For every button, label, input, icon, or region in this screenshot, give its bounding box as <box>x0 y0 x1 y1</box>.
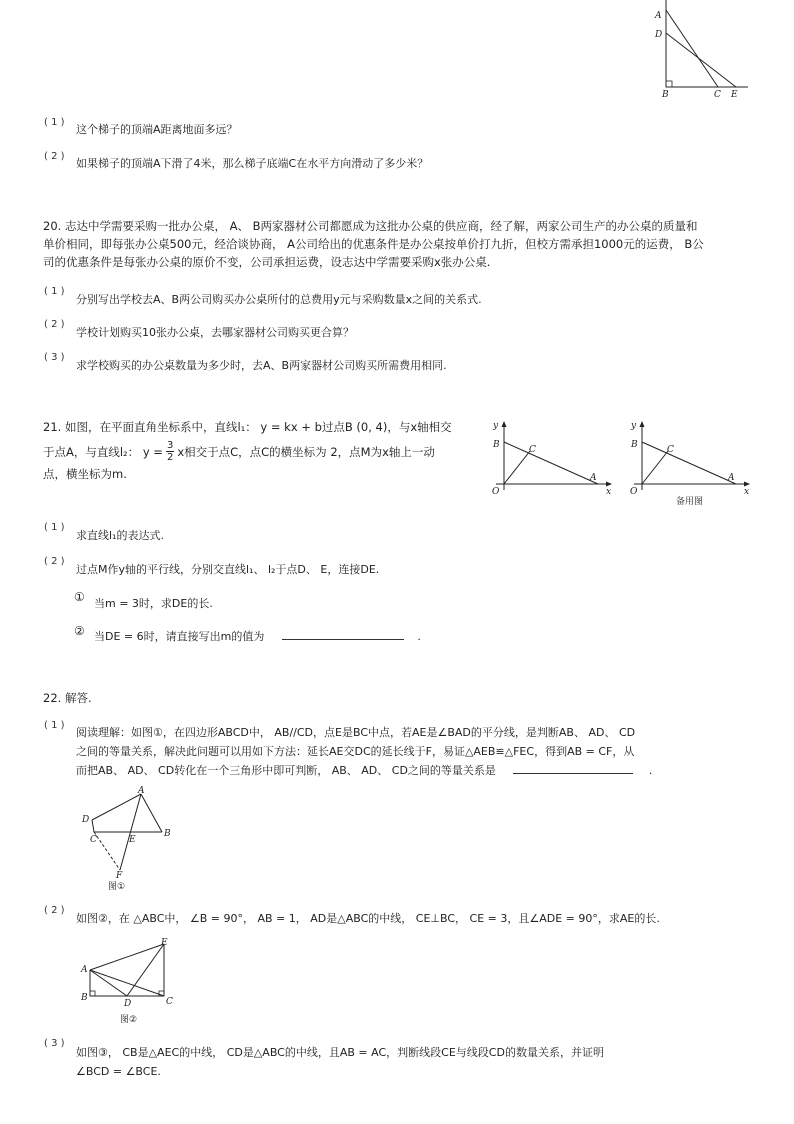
q22-fig2-label-d: D <box>124 999 132 1009</box>
q20-part3-text: 求学校购买的办公桌数量为多少时，去A、B两家器材公司购买所需费用相同. <box>76 359 447 372</box>
ladder-label-d: D <box>655 30 663 40</box>
q22-fig1-label-e: E <box>129 835 136 845</box>
q21-part2-text: 过点M作y轴的平行线，分别交直线l₁、 l₂于点D、 E，连接DE. <box>76 563 380 576</box>
q21-fig2-caption: 备用图 <box>676 497 704 507</box>
q22-fig2-label-e: E <box>161 938 168 948</box>
ladder-label-b: B <box>662 90 669 100</box>
q22-fig1-label-d: D <box>82 815 90 825</box>
q22-part1-line-3-end: . <box>648 764 653 777</box>
q20-part3-index: ( 3 ) <box>44 352 65 363</box>
q21-fig2-label-x: x <box>744 487 750 497</box>
q21-line-1: 21. 如图，在平面直角坐标系中，直线l₁： y = kx + b过点B (0, 4)，与x轴相交 <box>43 420 452 434</box>
q21-statement <box>43 418 452 483</box>
q22-part1-index: ( 1 ) <box>44 720 65 731</box>
q21-fig2-label-a: A <box>728 473 735 483</box>
q22-title: 22. 解答. <box>43 691 92 705</box>
q21-fig1-label-o: O <box>492 487 500 497</box>
q21-sub2-end: . <box>417 630 421 643</box>
q22-answer-blank[interactable] <box>513 772 633 774</box>
q21-fig1-label-a: A <box>590 473 597 483</box>
q21-fig2-label-b: B <box>631 440 638 450</box>
q21-fig1-label-b: B <box>493 440 500 450</box>
q21-fig1-label-x: x <box>606 487 612 497</box>
q21-sub2-line <box>94 628 421 644</box>
q21-line-2 <box>43 440 452 463</box>
q22-part1-line-3-text: 而把AB、 AD、 CD转化在一个三角形中即可判断， AB、 AD、 CD之间的等量关系是 <box>76 764 496 777</box>
q20-line-1: 20. 志达中学需要采购一批办公桌， A、 B两家器材公司都愿成为这批办公桌的供应商，经了解，两家公司生产的办公桌的质量和 <box>43 219 698 233</box>
q22-fig2-label-c: C <box>166 997 173 1007</box>
q22-part1-line-2: 之间的等量关系，解决此问题可以用如下方法：延长AE交DC的延长线于F，易证△AEB≌△FEC，得到AB = CF，从 <box>76 745 635 758</box>
q22-fig1-caption: 图① <box>108 882 126 892</box>
q21-figure-backup <box>624 418 758 510</box>
q20-part2-index: ( 2 ) <box>44 319 65 330</box>
q19-part1-text: 这个梯子的顶端A距离地面多远？ <box>76 123 238 136</box>
q21-fraction <box>166 440 174 463</box>
q22-fig1-label-c: C <box>90 835 97 845</box>
q22-part2-index: ( 2 ) <box>44 905 65 916</box>
q22-part3-text <box>76 1043 604 1081</box>
q21-fig2-label-y: y <box>631 421 637 431</box>
q21-fraction-numerator: 3 <box>166 440 174 451</box>
q22-part1-line-3 <box>76 761 652 780</box>
q21-part2-index: ( 2 ) <box>44 556 65 567</box>
q22-part2-text: 如图②，在 △ABC中， ∠B = 90°， AB = 1， AD是△ABC的中线， CE⊥BC， CE = 3，且∠ADE = 90°，求AE的长. <box>76 912 660 925</box>
q20-part2-text: 学校计划购买10张办公桌，去哪家器材公司购买更合算？ <box>76 326 354 339</box>
q20-line-3: 司的优惠条件是每张办公桌的原价不变，公司承担运费，设志达中学需要采购x张办公桌. <box>43 255 491 269</box>
q22-fig1-label-b: B <box>164 829 171 839</box>
q22-fig2-label-b: B <box>81 993 88 1003</box>
q21-line-3: 点，横坐标为m. <box>43 467 127 481</box>
q22-fig2-label-a: A <box>81 965 88 975</box>
q21-fraction-denominator: 2 <box>166 452 174 463</box>
q22-part3-line-2: ∠BCD = ∠BCE. <box>76 1065 161 1078</box>
q22-part1-line-1: 阅读理解：如图①，在四边形ABCD中， AB//CD，点E是BC中点，若AE是∠BAD的平分线，是判断AB、 AD、 CD <box>76 726 636 739</box>
ladder-figure <box>650 0 760 100</box>
q21-fig1-label-c: C <box>529 445 536 455</box>
q21-figure-main <box>486 418 616 498</box>
q22-fig2-caption: 图② <box>120 1015 138 1025</box>
q22-fig1-label-a: A <box>138 786 145 796</box>
q21-line-2b: x相交于点C，点C的横坐标为 2，点M为x轴上一动 <box>177 444 435 459</box>
q21-sub1-text: 当m = 3时，求DE的长. <box>94 597 213 610</box>
q21-sub2-text: 当DE = 6时，请直接写出m的值为 <box>94 630 265 643</box>
q22-figure-1 <box>78 786 178 892</box>
q21-part1-index: ( 1 ) <box>44 522 65 533</box>
q22-part3-index: ( 3 ) <box>44 1038 65 1049</box>
ladder-label-a: A <box>655 11 662 21</box>
q21-fig2-label-o: O <box>630 487 638 497</box>
q21-line-2a: 于点A，与直线l₂： y = <box>43 444 163 459</box>
q19-part1-index: ( 1 ) <box>44 117 65 128</box>
q21-answer-blank[interactable] <box>282 638 404 640</box>
q20-part1-index: ( 1 ) <box>44 286 65 297</box>
q21-fig1-label-y: y <box>493 421 499 431</box>
q21-part1-text: 求直线l₁的表达式. <box>76 529 164 542</box>
q22-part3-line-1: 如图③， CB是△AEC的中线， CD是△ABC的中线，且AB = AC，判断线段CE与线段CD的数量关系，并证明 <box>76 1046 604 1059</box>
q21-fig2-label-c: C <box>667 445 674 455</box>
q22-figure-2 <box>78 936 182 1028</box>
q19-part2-index: ( 2 ) <box>44 151 65 162</box>
q21-sub2-mark: ② <box>74 624 85 638</box>
q20-part1-text: 分别写出学校去A、B两公司购买办公桌所付的总费用y元与采购数量x之间的关系式. <box>76 293 482 306</box>
q22-fig1-label-f: F <box>116 871 123 881</box>
q22-part1-text <box>76 723 652 780</box>
q21-sub1-mark: ① <box>74 590 85 604</box>
ladder-label-c: C <box>714 90 721 100</box>
q20-statement <box>43 217 704 271</box>
q19-part2-text: 如果梯子的顶端A下滑了4米，那么梯子底端C在水平方向滑动了多少米？ <box>76 157 429 170</box>
ladder-label-e: E <box>731 90 738 100</box>
q20-line-2: 单价相同，即每张办公桌500元，经洽谈协商， A公司给出的优惠条件是办公桌按单价打九折，但校方需承担1000元的运费， B公 <box>43 237 704 251</box>
